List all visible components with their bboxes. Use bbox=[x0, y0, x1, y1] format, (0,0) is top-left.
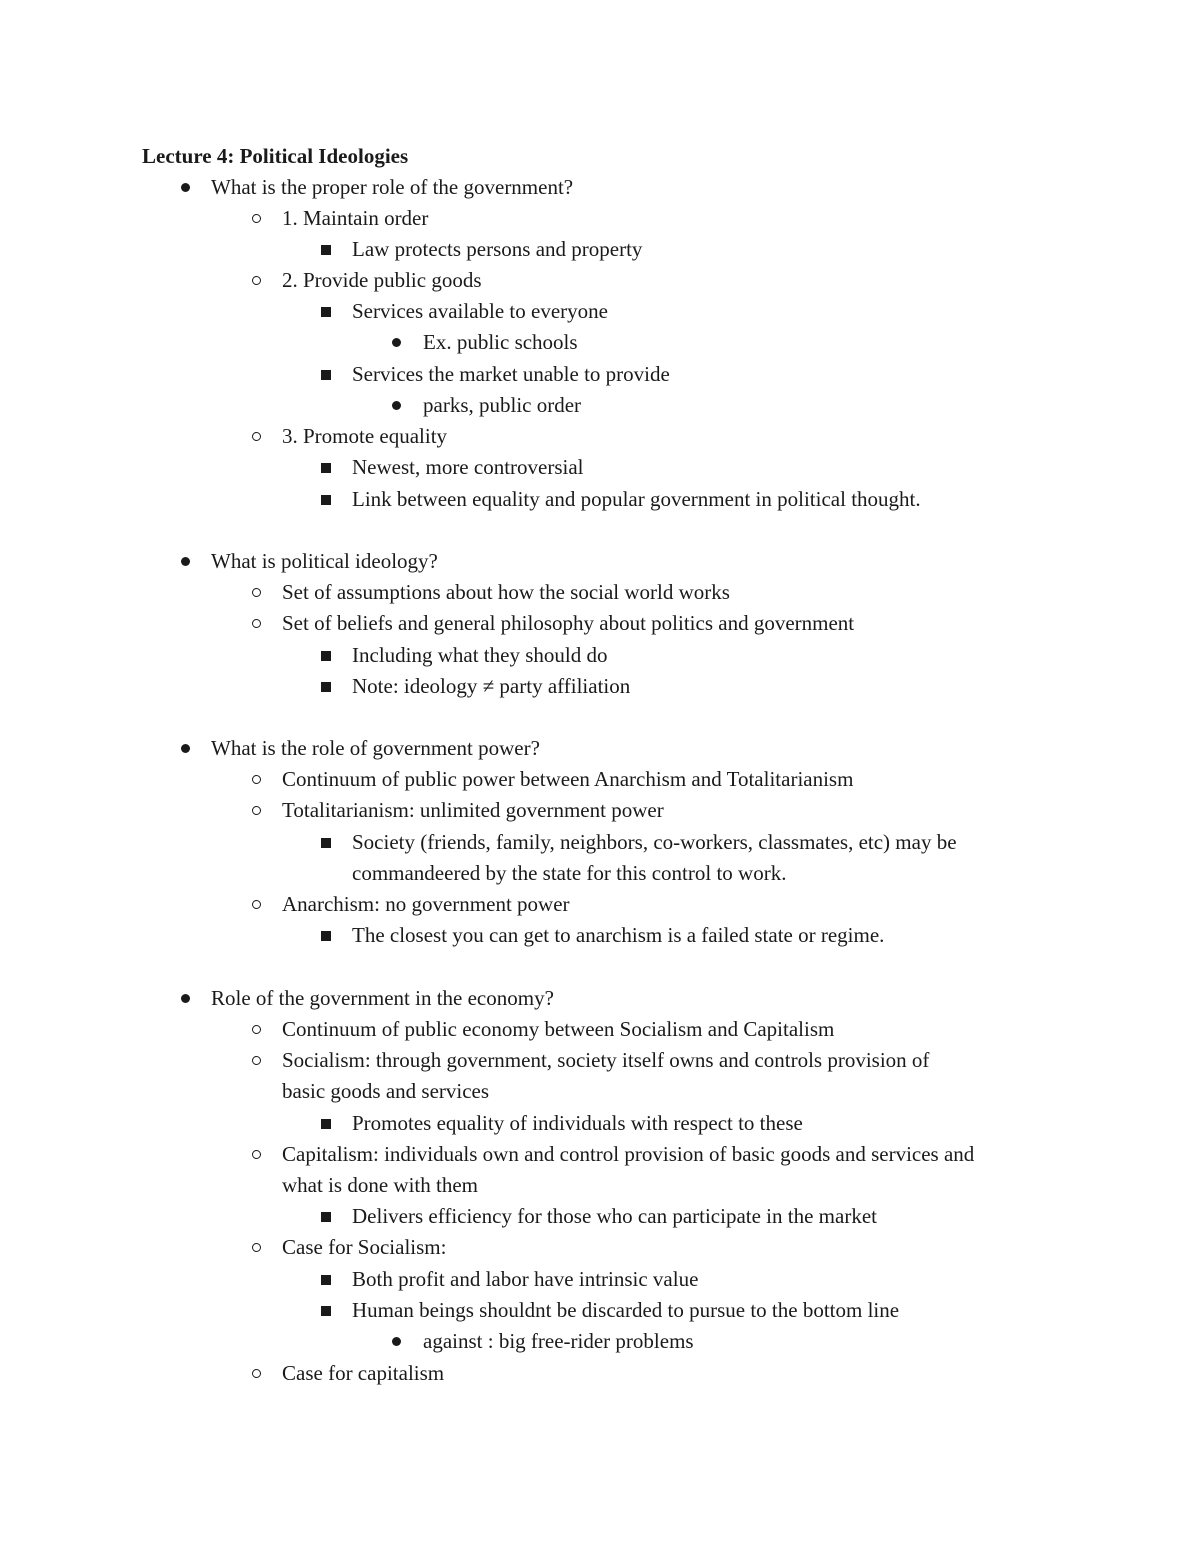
outline-item-level-3: Law protects persons and property bbox=[352, 237, 643, 261]
outline-item-level-3: Including what they should do bbox=[352, 643, 608, 667]
circle-bullet-icon bbox=[246, 1014, 266, 1045]
square-bullet-icon bbox=[316, 1108, 336, 1139]
square-bullet-icon bbox=[316, 671, 336, 702]
outline-item-level-3: Promotes equality of individuals with respect to these bbox=[352, 1111, 803, 1135]
disc-bullet-icon bbox=[175, 733, 195, 764]
outline-item-level-2: Anarchism: no government power bbox=[282, 892, 570, 916]
circle-bullet-icon bbox=[246, 1045, 266, 1076]
outline-item-level-1: Role of the government in the economy? bbox=[211, 986, 554, 1010]
circle-bullet-icon bbox=[246, 265, 266, 296]
square-bullet-icon bbox=[316, 452, 336, 483]
disc-bullet-icon bbox=[175, 546, 195, 577]
circle-bullet-icon bbox=[246, 1139, 266, 1170]
outline-item-level-2: Set of assumptions about how the social world works bbox=[282, 580, 730, 604]
disc-bullet-icon bbox=[386, 1326, 406, 1357]
outline-item-level-1: What is the role of government power? bbox=[211, 736, 540, 760]
outline-item-level-4: Ex. public schools bbox=[423, 330, 578, 354]
outline-item-level-3: Society (friends, family, neighbors, co-workers, classmates, etc) may be bbox=[352, 830, 957, 854]
disc-bullet-icon bbox=[386, 390, 406, 421]
outline-item-level-2: Case for capitalism bbox=[282, 1361, 445, 1385]
outline-item-level-3: Note: ideology ≠ party affiliation bbox=[352, 674, 631, 698]
outline-item-level-1: What is the proper role of the government? bbox=[211, 175, 574, 199]
outline-item-level-3: Services the market unable to provide bbox=[352, 362, 670, 386]
disc-bullet-icon bbox=[175, 172, 195, 203]
square-bullet-icon bbox=[316, 484, 336, 515]
circle-bullet-icon bbox=[246, 608, 266, 639]
circle-bullet-icon bbox=[246, 421, 266, 452]
outline-item-level-2: 2. Provide public goods bbox=[282, 268, 482, 292]
outline-item-level-3: commandeered by the state for this control to work. bbox=[352, 861, 787, 885]
circle-bullet-icon bbox=[246, 203, 266, 234]
outline-item-level-2: 1. Maintain order bbox=[282, 206, 429, 230]
outline-item-level-3: Human beings shouldnt be discarded to pursue to the bottom line bbox=[352, 1298, 900, 1322]
circle-bullet-icon bbox=[246, 795, 266, 826]
disc-bullet-icon bbox=[386, 327, 406, 358]
circle-bullet-icon bbox=[246, 577, 266, 608]
square-bullet-icon bbox=[316, 1295, 336, 1326]
circle-bullet-icon bbox=[246, 889, 266, 920]
outline-item-level-2: Continuum of public power between Anarchism and Totalitarianism bbox=[282, 767, 854, 791]
disc-bullet-icon bbox=[175, 983, 195, 1014]
square-bullet-icon bbox=[316, 359, 336, 390]
outline-item-level-3: The closest you can get to anarchism is a failed state or regime. bbox=[352, 923, 885, 947]
circle-bullet-icon bbox=[246, 1232, 266, 1263]
outline-item-level-4: against : big free-rider problems bbox=[423, 1329, 694, 1353]
square-bullet-icon bbox=[316, 234, 336, 265]
square-bullet-icon bbox=[316, 827, 336, 858]
outline-item-level-2: 3. Promote equality bbox=[282, 424, 448, 448]
square-bullet-icon bbox=[316, 1201, 336, 1232]
outline-item-level-2: what is done with them bbox=[282, 1173, 478, 1197]
outline-item-level-3: Link between equality and popular government in political thought. bbox=[352, 487, 921, 511]
page-title: Lecture 4: Political Ideologies bbox=[142, 144, 409, 168]
outline-item-level-2: Socialism: through government, society itself owns and controls provision of bbox=[282, 1048, 930, 1072]
outline-item-level-1: What is political ideology? bbox=[211, 549, 438, 573]
outline-item-level-2: Totalitarianism: unlimited government power bbox=[282, 798, 664, 822]
circle-bullet-icon bbox=[246, 764, 266, 795]
outline-item-level-2: Capitalism: individuals own and control provision of basic goods and services and bbox=[282, 1142, 975, 1166]
outline-item-level-3: Newest, more controversial bbox=[352, 455, 584, 479]
outline-item-level-2: Continuum of public economy between Socialism and Capitalism bbox=[282, 1017, 835, 1041]
square-bullet-icon bbox=[316, 296, 336, 327]
outline-item-level-4: parks, public order bbox=[423, 393, 582, 417]
outline-item-level-2: basic goods and services bbox=[282, 1079, 490, 1103]
square-bullet-icon bbox=[316, 640, 336, 671]
circle-bullet-icon bbox=[246, 1358, 266, 1389]
square-bullet-icon bbox=[316, 920, 336, 951]
outline-item-level-2: Case for Socialism: bbox=[282, 1235, 447, 1259]
outline-item-level-3: Services available to everyone bbox=[352, 299, 608, 323]
outline-item-level-3: Both profit and labor have intrinsic value bbox=[352, 1267, 699, 1291]
outline-item-level-3: Delivers efficiency for those who can participate in the market bbox=[352, 1204, 877, 1228]
outline-item-level-2: Set of beliefs and general philosophy about politics and government bbox=[282, 611, 855, 635]
square-bullet-icon bbox=[316, 1264, 336, 1295]
